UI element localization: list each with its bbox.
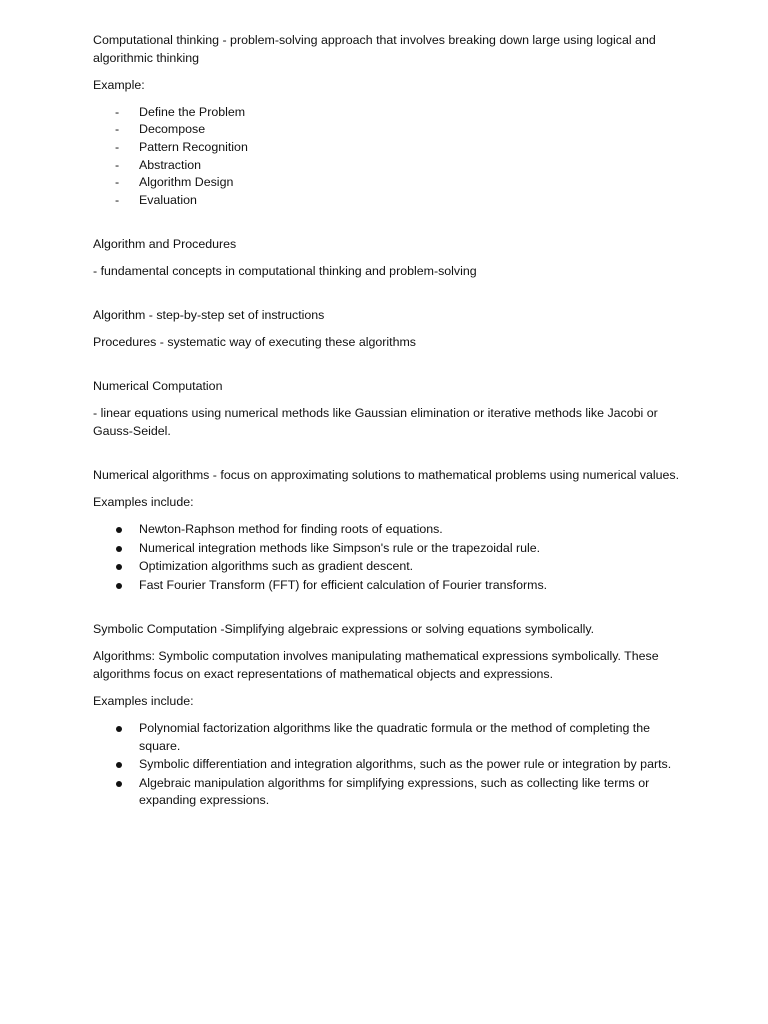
algorithm-definition: Algorithm - step-by-step set of instructions xyxy=(93,308,325,323)
list-item: Fast Fourier Transform (FFT) for efficient calculation of Fourier transforms. xyxy=(93,577,685,595)
document-page xyxy=(93,32,685,819)
section-spacer xyxy=(93,290,685,307)
section-spacer xyxy=(93,604,685,621)
algorithm-procedures-heading: Algorithm and Procedures xyxy=(93,236,237,251)
list-item: - Pattern Recognition xyxy=(93,139,685,157)
list-item: Numerical integration methods like Simpson's rule or the trapezoidal rule. xyxy=(93,540,685,558)
list-item: Polynomial factorization algorithms like the quadratic formula or the method of completing the square. xyxy=(93,720,685,755)
computational-thinking-steps-list xyxy=(93,104,685,210)
symbolic-examples-label: Examples include: xyxy=(93,693,194,708)
section-spacer xyxy=(93,219,685,236)
list-item: Optimization algorithms such as gradient descent. xyxy=(93,558,685,576)
section-spacer xyxy=(93,361,685,378)
symbolic-algorithms-definition: Algorithms: Symbolic computation involves manipulating mathematical expressions symbolically. These algorithms focus on exact representations of mathematical objects and expressions. xyxy=(93,649,659,681)
list-item: - Evaluation xyxy=(93,192,685,210)
algorithm-procedures-description: - fundamental concepts in computational thinking and problem-solving xyxy=(93,263,477,278)
list-item: - Decompose xyxy=(93,121,685,139)
numerical-examples-label: Examples include: xyxy=(93,495,194,510)
symbolic-computation-heading: Symbolic Computation -Simplifying algebraic expressions or solving equations symbolically. xyxy=(93,622,595,637)
list-item: Symbolic differentiation and integration algorithms, such as the power rule or integration by parts. xyxy=(93,756,685,774)
list-item: - Algorithm Design xyxy=(93,174,685,192)
list-item: - Abstraction xyxy=(93,157,685,175)
numerical-examples-list xyxy=(93,521,685,594)
symbolic-examples-list xyxy=(93,720,685,810)
list-item: Algebraic manipulation algorithms for simplifying expressions, such as collecting like terms or expanding expressions. xyxy=(93,775,685,810)
numerical-algorithms-definition: Numerical algorithms - focus on approximating solutions to mathematical problems using numerical values. xyxy=(93,468,680,482)
example-label: Example: xyxy=(93,77,145,92)
section-spacer xyxy=(93,450,685,467)
procedures-definition: Procedures - systematic way of executing these algorithms xyxy=(93,335,416,350)
list-item: Newton-Raphson method for finding roots of equations. xyxy=(93,521,685,539)
numerical-computation-heading: Numerical Computation xyxy=(93,379,223,394)
list-item: - Define the Problem xyxy=(93,104,685,122)
numerical-computation-description: - linear equations using numerical methods like Gaussian elimination or iterative methods like Jacobi or Gauss-Seidel. xyxy=(93,406,658,438)
computational-thinking-definition: Computational thinking - problem-solving approach that involves breaking down large using logical and algorithmic thinking xyxy=(93,33,656,65)
